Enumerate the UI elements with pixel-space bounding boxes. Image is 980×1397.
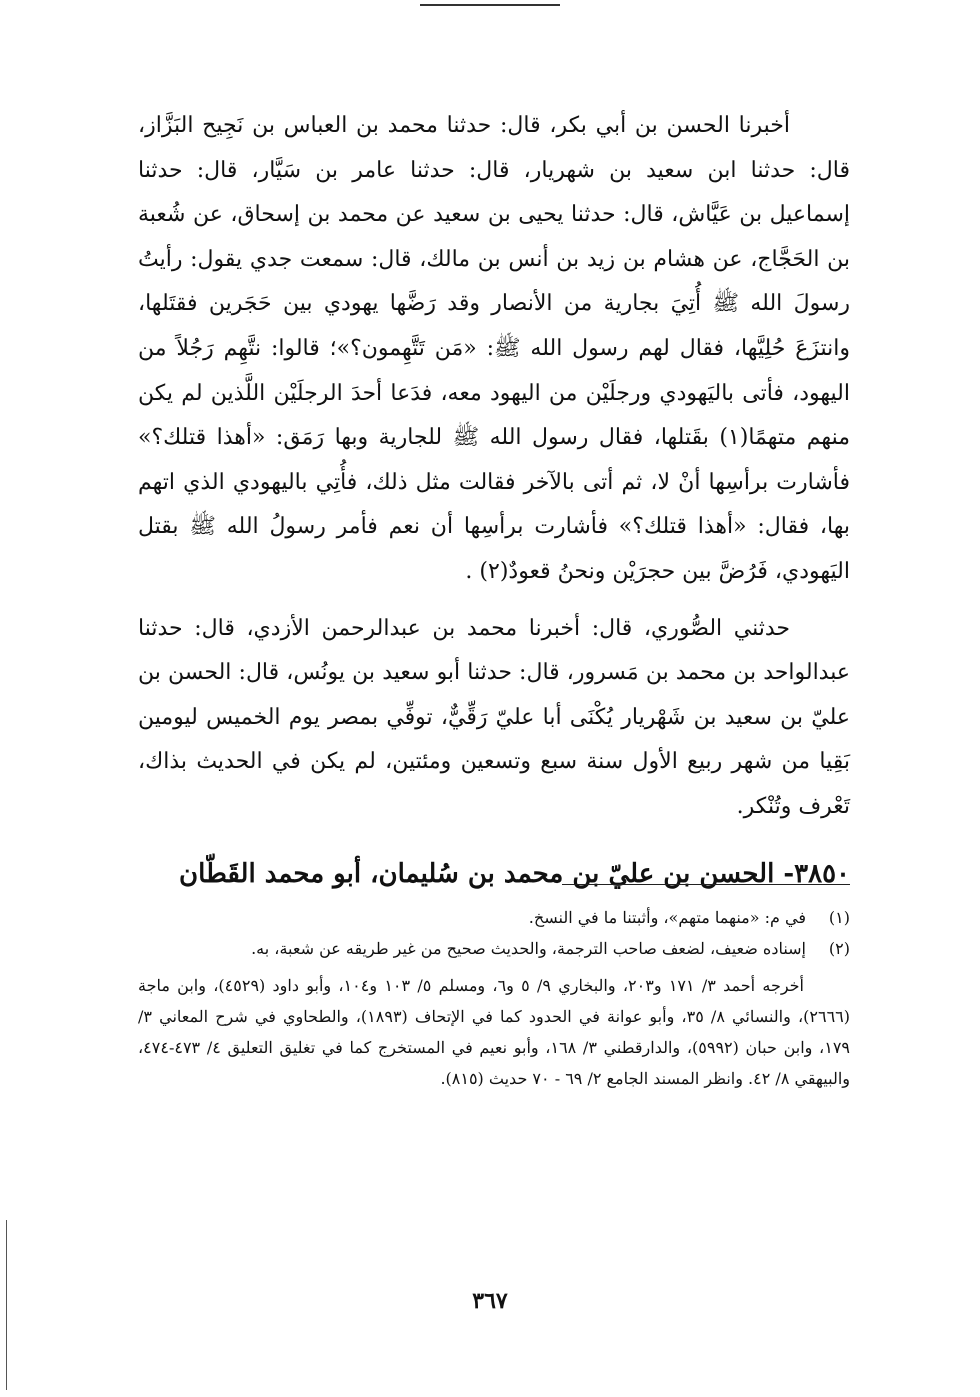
footnote-2 (138, 933, 850, 964)
footnote-divider (562, 884, 850, 885)
footnote-1-text: في م: «منهما متهم»، وأثبتنا ما في النسخ. (528, 908, 806, 927)
footnotes (138, 902, 850, 1094)
paragraph-biography (138, 607, 850, 830)
footnote-1-number: (١) (828, 908, 850, 927)
paragraph-hadith (138, 104, 850, 595)
entry-heading: ٣٨٥٠- الحسن بن عليّ بن محمد بن سُليمان، أبو محمد القَطّان (179, 858, 850, 889)
main-text (138, 104, 850, 896)
footnote-1 (138, 902, 850, 933)
paragraph-2-text: حدثني الصُّوري، قال: أخبرنا محمد بن عبدالرحمن الأزدي، قال: حدثنا عبدالواحد بن محمد بن مَسرور، قال: حدثنا أبو سعيد بن يونُس، قال: الحسن بن عليّ بن سعيد بن شَهْريار يُكْنَى أبا عليّ رَقِّيٌّ، توفِّي بمصر يوم الخميس ليومين بَقِيا من شهر ربيع الأول سنة سبع وتسعين ومئتين، لم يكن في الحديث بذاك، تَعْرف وتُنْكر. (138, 615, 851, 819)
left-scan-edge (6, 1220, 7, 1390)
top-scan-rule (420, 4, 560, 6)
footnote-2-text: إسناده ضعيف، لضعف صاحب الترجمة، والحديث صحيح من غير طريقه عن شعبة، به. (251, 939, 806, 958)
footnote-2-sources (138, 970, 850, 1094)
paragraph-1-text: أخبرنا الحسن بن أبي بكر، قال: حدثنا محمد بن العباس بن نَجِيح البَزَّاز، قال: حدثنا ابن سعيد بن شهريار، قال: حدثنا عامر بن سَيَّار، قال: حدثنا إسماعيل بن عَيَّاش، قال: حدثنا يحيى بن سعيد عن محمد بن إسحاق، عن شُعبة بن الحَجَّاج، عن هشام بن زيد بن أنس بن مالك، قال: سمعت جدي يقول: رأيتُ رسولَ الله ﷺ أُتِيَ بجارية من الأنصار وقد رَضَّها يهودي بين حَجَرين فقتَلها، وانتزَعَ حُلِيَّها، فقال لهم رسول الله ﷺ: «مَن تَتَّهِمون؟»؛ قالوا: نتَّهِم رَجُلاً من اليهود، فأتى باليَهودي ورجلَيْن من اليهود معه، فدَعا أحدَ الرجلَيْن اللَّذين لم يكن منهم متهمًا(١) بقَتلها، فقال رسول الله ﷺ للجارية وبها رَمَق: «أهذا قتلك؟» فأشارت برأسِها أنْ لا، ثم أتى بالآخر فقالت مثل ذلك، فأُتِي باليهودي الذي اتهم بها، فقال: «أهذا قتلك؟» فأشارت برأسِها أن نعم فأمر رسولُ الله ﷺ بقتل اليَهودي، فَرُضَّ بين حجرَيْن ونحنُ قعودٌ(٢) . (138, 113, 851, 584)
footnote-2-sources-text: أخرجه أحمد ٣/ ١٧١ و٢٠٣، والبخاري ٩/ ٥ و٦، ومسلم ٥/ ١٠٣ و١٠٤، وأبو داود (٤٥٢٩)، وابن ماجة (٢٦٦٦)، والنسائي ٨/ ٣٥، وأبو عوانة في الحدود كما في الإتحاف (١٨٩٣)، والطحاوي في شرح المعاني ٣/ ١٧٩، وابن حبان (٥٩٩٢)، والدارقطني ٣/ ١٦٨، وأبو نعيم في المستخرج كما في تغليق التعليق ٤/ ٤٧٣-٤٧٤، والبيهقي ٨/ ٤٢. وانظر المسند الجامع ٢/ ٦٩ - ٧٠ حديث (٨١٥). (138, 976, 851, 1088)
page-number: ٣٦٧ (472, 1288, 508, 1314)
footnote-2-number: (٢) (828, 939, 850, 958)
